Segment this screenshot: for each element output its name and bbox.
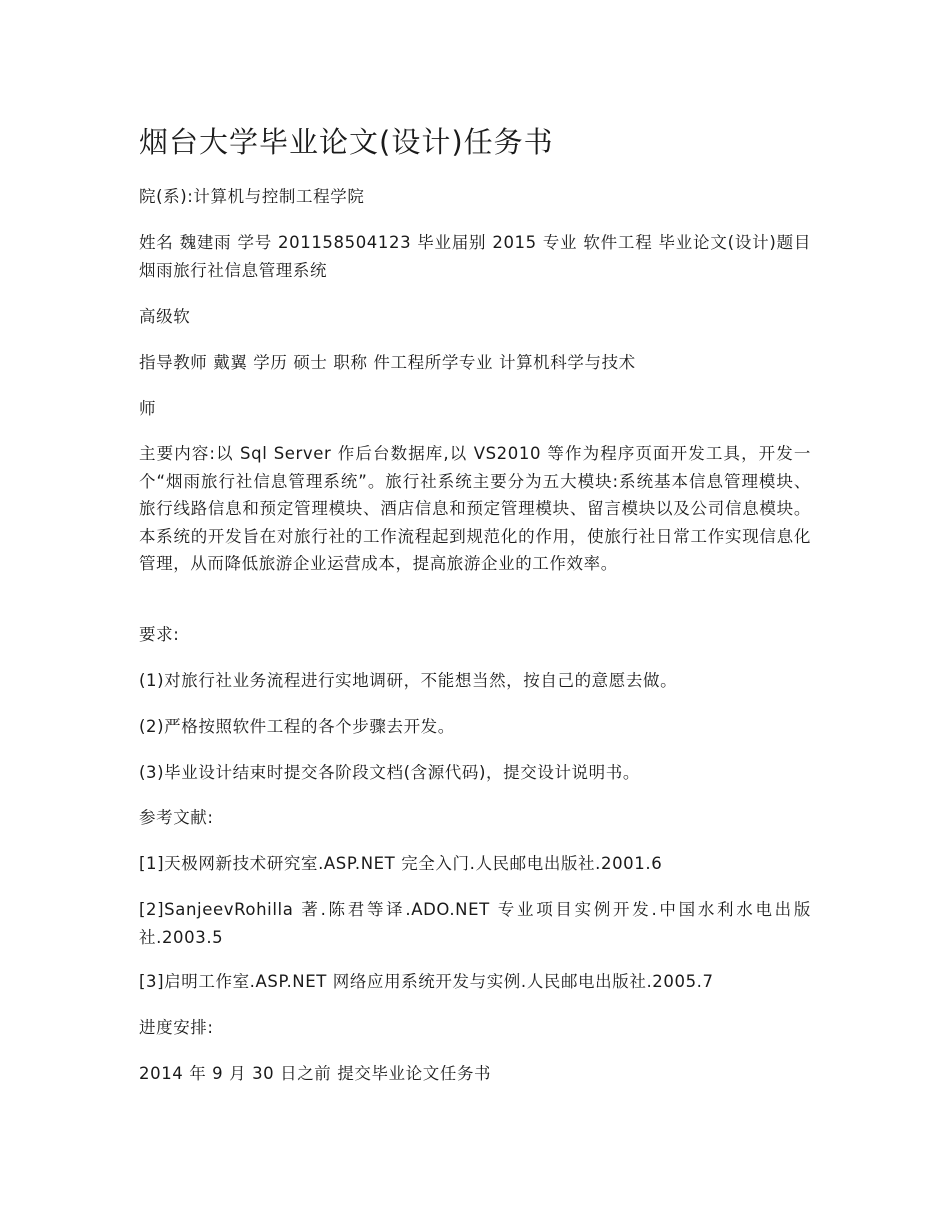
main-content: 主要内容:以 Sql Server 作后台数据库,以 VS2010 等作为程序页面开发工具，开发一个“烟雨旅行社信息管理系统”。旅行社系统主要分为五大模块:系统基本信息管理模块、旅行线路信息和预定管理模块、酒店信息和预定管理模块、留言模块以及公司信息模块。本系统的开发旨在对旅行社的工作流程起到规范化的作用，使旅行社日常工作实现信息化管理，从而降低旅游企业运营成本，提高旅游企业的工作效率。 xyxy=(139,444,811,573)
title-fragment-1: 高级软 xyxy=(139,307,191,326)
schedule-item: 2014 年 9 月 30 日之前 提交毕业论文任务书 xyxy=(139,1064,492,1083)
schedule-heading: 进度安排: xyxy=(139,1018,214,1037)
document-title: 烟台大学毕业论文(设计)任务书 xyxy=(139,125,554,159)
title-fragment-2: 师 xyxy=(139,399,157,418)
requirement-item: (2)严格按照软件工程的各个步骤去开发。 xyxy=(139,717,455,736)
requirement-item: (1)对旅行社业务流程进行实地调研，不能想当然，按自己的意愿去做。 xyxy=(139,671,678,690)
department-line: 院(系):计算机与控制工程学院 xyxy=(139,187,365,206)
requirement-item: (3)毕业设计结束时提交各阶段文档(含源代码)，提交设计说明书。 xyxy=(139,763,640,782)
reference-item: [3]启明工作室.ASP.NET 网络应用系统开发与实例.人民邮电出版社.2005.7 xyxy=(139,972,714,991)
reference-item: [1]天极网新技术研究室.ASP.NET 完全入门.人民邮电出版社.2001.6 xyxy=(139,854,663,873)
references-heading: 参考文献: xyxy=(139,808,214,827)
requirements-heading: 要求: xyxy=(139,625,180,644)
student-info: 姓名 魏建雨 学号 201158504123 毕业届别 2015 专业 软件工程 毕业论文(设计)题目 烟雨旅行社信息管理系统 xyxy=(139,233,811,280)
advisor-line: 指导教师 戴翼 学历 硕士 职称 件工程所学专业 计算机科学与技术 xyxy=(139,353,636,372)
reference-item: [2]SanjeevRohilla 著.陈君等译.ADO.NET 专业项目实例开发.中国水利水电出版社.2003.5 xyxy=(139,900,811,947)
